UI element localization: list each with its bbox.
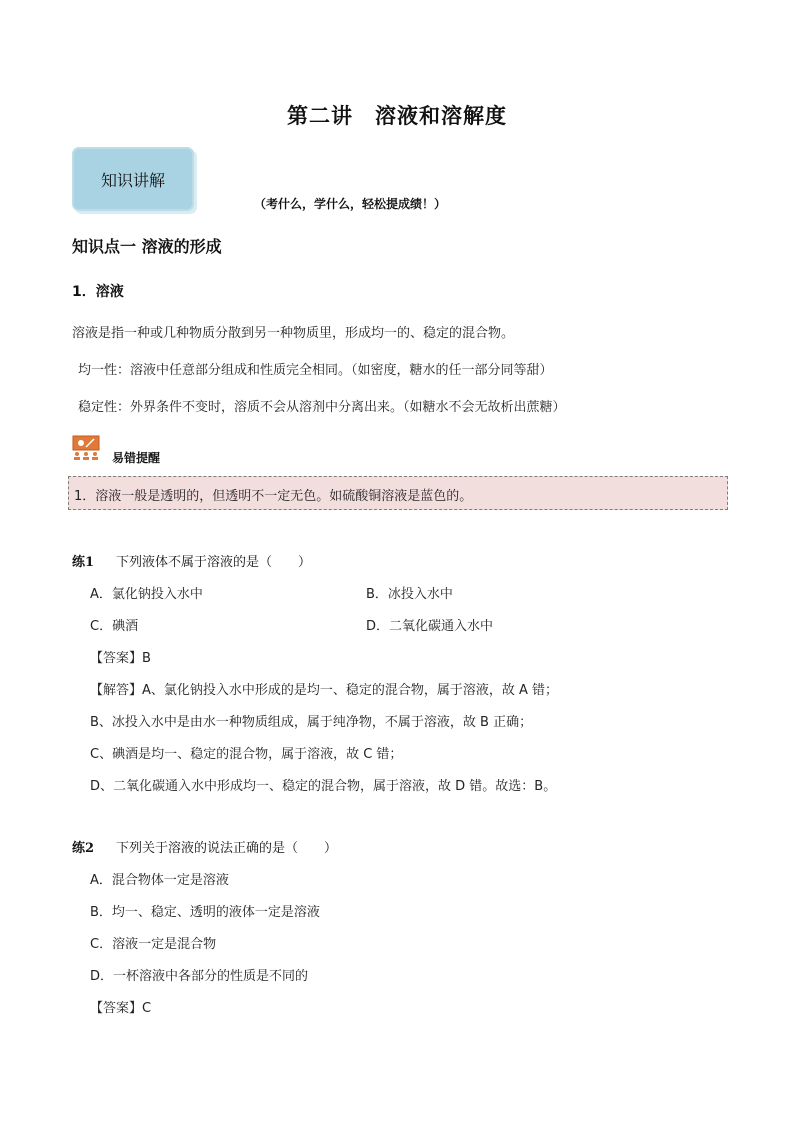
warning-text: 1．溶液一般是透明的，但透明不一定无色。如硫酸铜溶液是蓝色的。 xyxy=(74,489,473,504)
knowledge-badge xyxy=(72,147,194,211)
question-1-option-d: D．二氧化碳通入水中 xyxy=(366,619,494,634)
question-1-option-b: B．冰投入水中 xyxy=(366,587,453,602)
question-2-number: 练2 xyxy=(72,841,95,856)
question-2-stem: 下列关于溶液的说法正确的是（ ） xyxy=(116,841,338,856)
question-1-explain-line: C、碘酒是均一、稳定的混合物，属于溶液，故 C 错； xyxy=(90,747,403,762)
badge-label: 知识讲解 xyxy=(100,170,165,190)
question-2-option-a: A．混合物体一定是溶液 xyxy=(90,873,229,888)
stability-text: 稳定性：外界条件不变时，溶质不会从溶剂中分离出来。（如糖水不会无故析出蔗糖） xyxy=(78,400,566,415)
question-1-answer: 【答案】B xyxy=(90,651,151,666)
page-title: 第二讲 溶液和溶解度 xyxy=(287,104,507,128)
question-1-explain-line: D、二氧化碳通入水中形成均一、稳定的混合物，属于溶液，故 D 错。故选：B。 xyxy=(90,779,557,794)
question-1-explain-line: B、冰投入水中是由水一种物质组成，属于纯净物，不属于溶液，故 B 正确； xyxy=(90,715,533,730)
definition-text: 溶液是指一种或几种物质分散到另一种物质里，形成均一的、稳定的混合物。 xyxy=(72,326,515,341)
question-1-number: 练1 xyxy=(72,555,95,570)
slogan: （考什么，学什么，轻松提成绩！） xyxy=(254,197,447,211)
subsection-heading: 1．溶液 xyxy=(72,284,124,300)
question-2-option-b: B．均一、稳定、透明的液体一定是溶液 xyxy=(90,905,320,920)
question-1-option-c: C．碘酒 xyxy=(90,619,139,634)
question-2-answer: 【答案】C xyxy=(90,1001,152,1016)
warning-label: 易错提醒 xyxy=(112,451,161,465)
question-2-option-d: D．一杯溶液中各部分的性质是不同的 xyxy=(90,969,309,984)
section-heading: 知识点一 溶液的形成 xyxy=(72,237,222,256)
teacher-board-icon xyxy=(72,435,100,461)
question-1-option-a: A．氯化钠投入水中 xyxy=(90,587,203,602)
question-1-stem: 下列液体不属于溶液的是（ ） xyxy=(116,555,312,570)
question-1-explain-line: 【解答】A、氯化钠投入水中形成的是均一、稳定的混合物，属于溶液，故 A 错； xyxy=(90,683,559,698)
uniformity-text: 均一性：溶液中任意部分组成和性质完全相同。（如密度，糖水的任一部分同等甜） xyxy=(78,363,553,378)
question-2-option-c: C．溶液一定是混合物 xyxy=(90,937,217,952)
